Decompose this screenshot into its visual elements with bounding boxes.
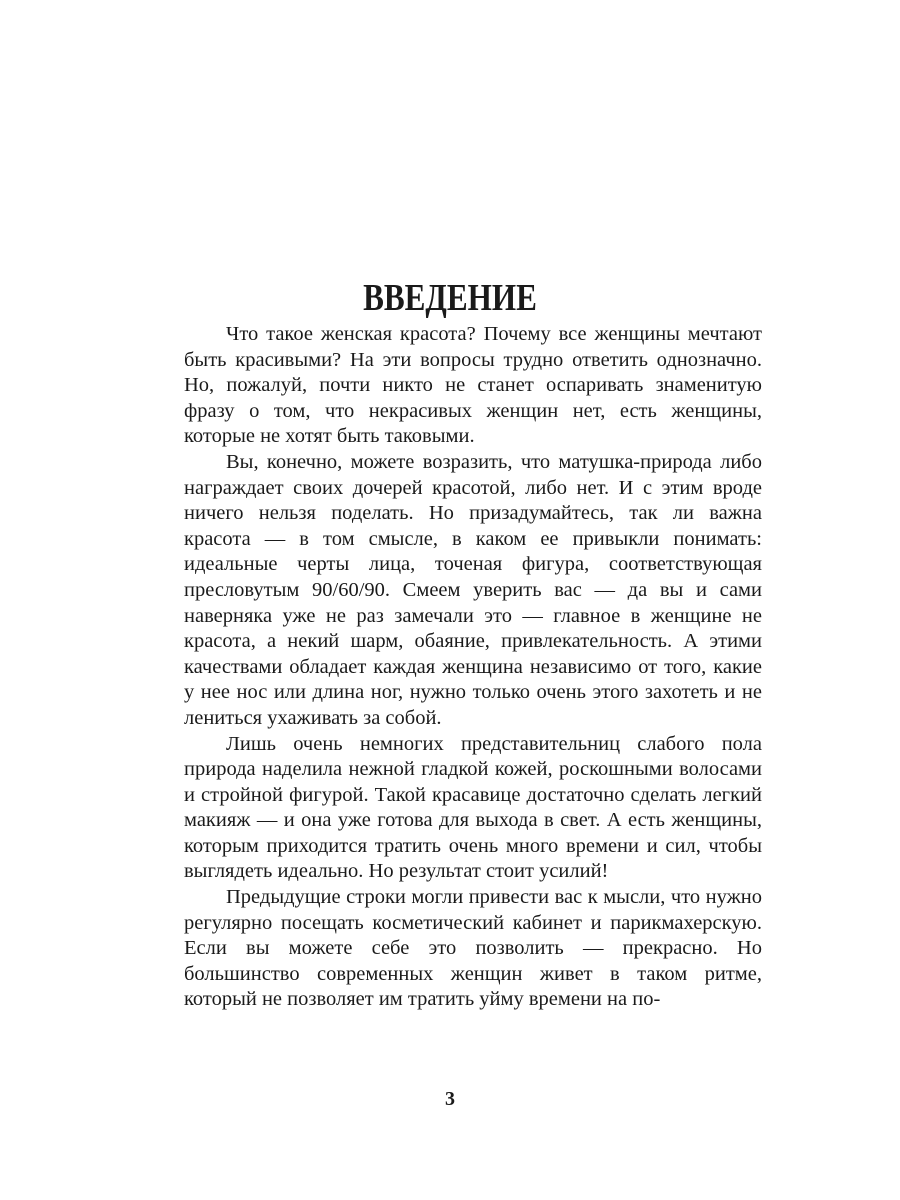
paragraph: Лишь очень немногих представительниц слабого пола природа наделила нежной гладкой кожей, роскошными волосами и стройной фигурой. Такой красавице достаточно сделать легкий макияж — и она уже готова для выхода в свет. А есть женщины, которым приходится тратить очень много времени и сил, чтобы выглядеть идеально. Но результат стоит усилий!	[184, 732, 762, 883]
body-text	[184, 322, 762, 1013]
paragraph: Вы, конечно, можете возразить, что матушка-природа либо награждает своих дочерей красотой, либо нет. И с этим вроде ничего нельзя поделать. Но призадумайтесь, так ли важна красота — в том смысле, в каком ее привыкли понимать: идеальные черты лица, точеная фигура, соответствующая пресловутым 90/60/90. Смеем уверить вас — да вы и сами наверняка уже не раз замечали это — главное в женщине не красота, а некий шарм, обаяние, привлекательность. А этими качествами обладает каждая женщина независимо от того, какие у нее нос или длина ног, нужно только очень этого захотеть и не лениться ухаживать за собой.	[184, 450, 762, 729]
paragraph: Что такое женская красота? Почему все женщины мечтают быть красивыми? На эти вопросы трудно ответить однозначно. Но, пожалуй, почти никто не станет оспаривать знаменитую фразу о том, что некрасивых женщин нет, есть женщины, которые не хотят быть таковыми.	[184, 323, 762, 448]
paragraph: Предыдущие строки могли привести вас к мысли, что нужно регулярно посещать косметический кабинет и парикмахерскую. Если вы можете себе это позволить — прекрасно. Но большинство современных женщин живет в таком ритме, который не позволяет им тратить уйму времени на по-	[184, 886, 762, 1011]
page-number: 3	[445, 1088, 455, 1110]
chapter-title: ВВЕДЕНИЕ	[363, 277, 537, 319]
